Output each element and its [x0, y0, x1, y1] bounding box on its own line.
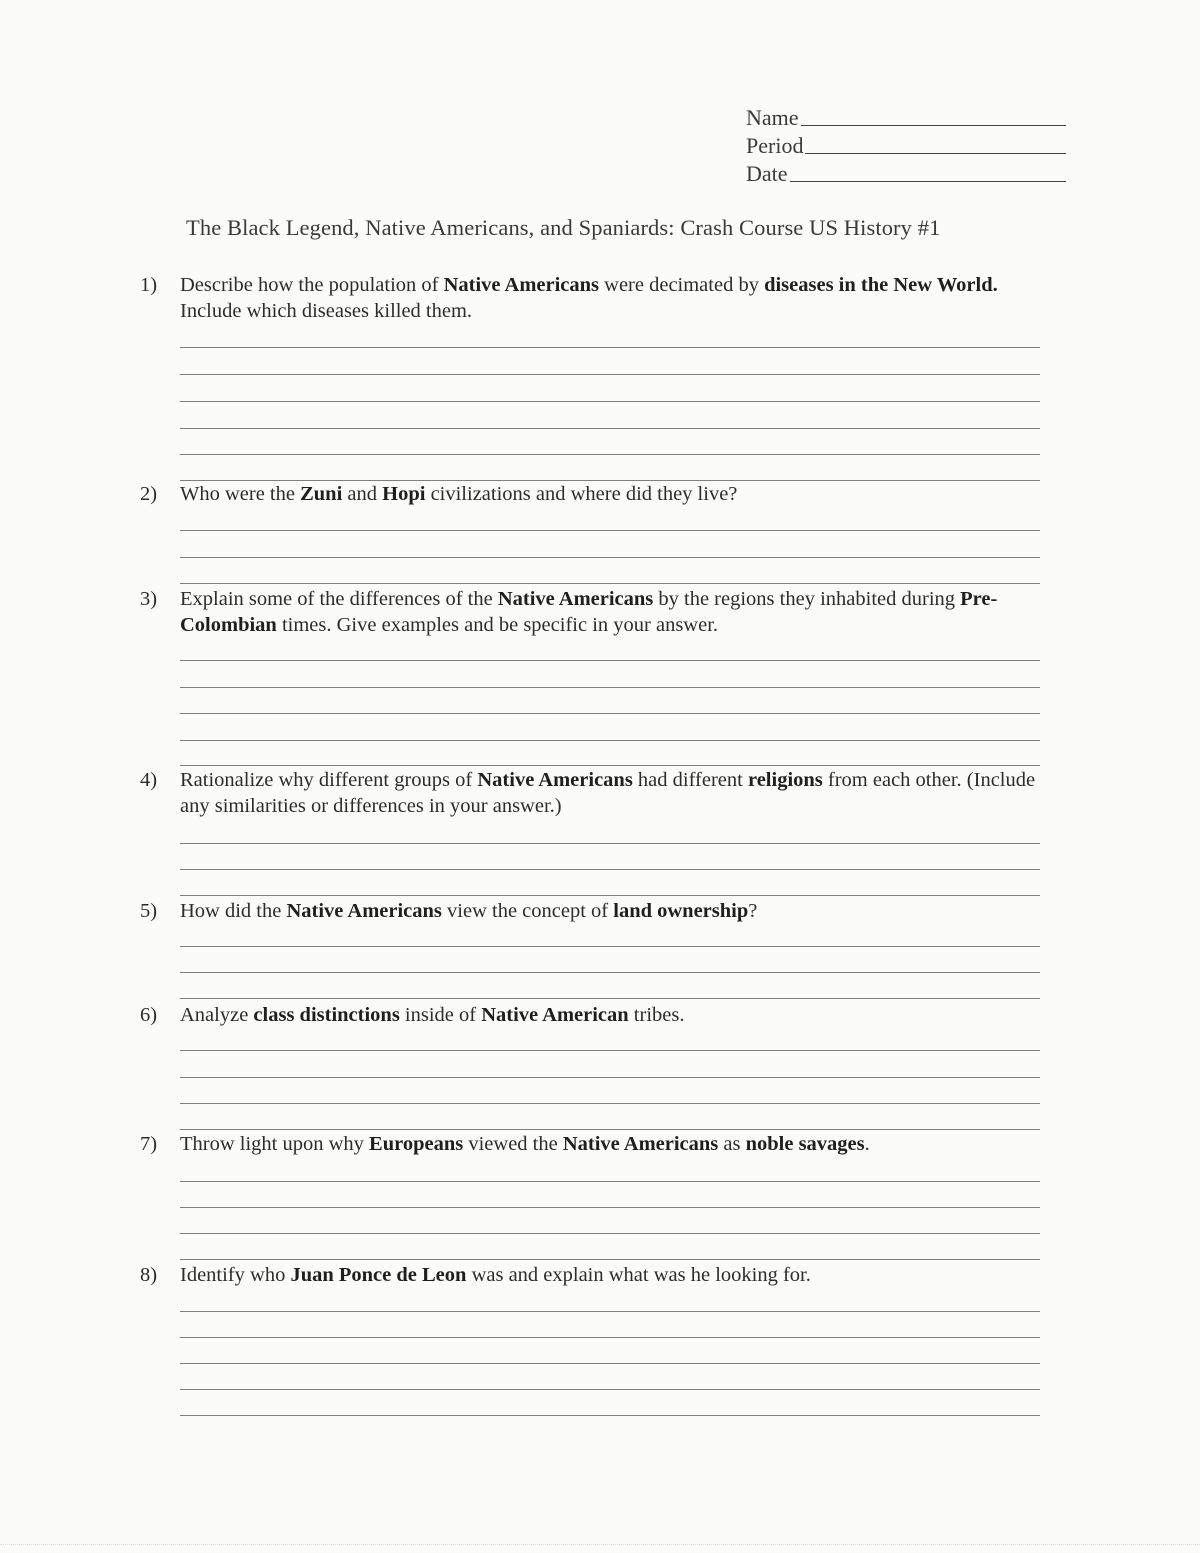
- answer-line[interactable]: [180, 998, 1040, 999]
- date-field[interactable]: [790, 180, 1066, 182]
- bold-term: noble savages: [745, 1133, 865, 1155]
- question-text-run: civilizations and where did they live?: [425, 483, 738, 505]
- question-text-run: viewed the: [463, 1133, 563, 1155]
- question-text-run: How did the: [180, 900, 287, 922]
- period-row: [746, 131, 1066, 159]
- question-text-run: was and explain what was he looking for.: [466, 1264, 811, 1286]
- answer-line[interactable]: [180, 713, 1040, 714]
- answer-line[interactable]: [180, 454, 1040, 455]
- question-text-run: Throw light upon why: [180, 1133, 370, 1155]
- question-text-run: ?: [748, 900, 758, 922]
- question-text: [180, 767, 1045, 819]
- question-text-run: tribes.: [628, 1004, 685, 1026]
- answer-line[interactable]: [180, 660, 1040, 661]
- bold-term: class distinctions: [253, 1004, 400, 1026]
- question-text-run: .: [864, 1133, 870, 1155]
- answer-line[interactable]: [180, 1129, 1040, 1130]
- question-text-run: Describe how the population of: [180, 274, 444, 296]
- question-number: 5): [140, 900, 158, 922]
- scan-edge: [0, 1544, 1200, 1545]
- bold-term: Europeans: [369, 1133, 464, 1155]
- question-1: [140, 272, 1045, 324]
- question-text-run: by the regions they inhabited during: [653, 588, 961, 610]
- answer-line[interactable]: [180, 428, 1040, 429]
- answer-line[interactable]: [180, 1259, 1040, 1260]
- bold-term: Native American: [481, 1004, 629, 1026]
- question-3: [140, 586, 1045, 638]
- answer-line[interactable]: [180, 869, 1040, 870]
- question-number: 4): [140, 769, 158, 791]
- name-row: [746, 103, 1066, 131]
- question-2: [140, 481, 1045, 507]
- question-number: 8): [140, 1264, 158, 1286]
- answer-line[interactable]: [180, 843, 1040, 844]
- bold-term: Native Americans: [497, 588, 654, 610]
- date-row: [746, 159, 1066, 187]
- answer-line[interactable]: [180, 1311, 1040, 1312]
- question-text-run: Analyze: [180, 1004, 254, 1026]
- bold-term: diseases in the New World.: [764, 274, 998, 296]
- question-number: 3): [140, 588, 158, 610]
- period-field[interactable]: [805, 152, 1066, 154]
- question-6: [140, 1002, 1045, 1028]
- period-label: Period: [746, 133, 804, 158]
- question-text-run: from each other. (Include any similarities or differences in your answer.): [180, 769, 1036, 817]
- question-number: 7): [140, 1133, 158, 1155]
- question-text: [180, 1002, 1045, 1028]
- question-text-run: view the concept of: [441, 900, 614, 922]
- answer-line[interactable]: [180, 1050, 1040, 1051]
- answer-line[interactable]: [180, 687, 1040, 688]
- question-text-run: Identify who: [180, 1264, 291, 1286]
- worksheet-title: The Black Legend, Native Americans, and Spaniards: Crash Course US History #1: [186, 215, 941, 240]
- question-number: 1): [140, 274, 158, 296]
- question-8: [140, 1262, 1045, 1288]
- question-text-run: times. Give examples and be specific in your answer.: [276, 614, 719, 636]
- question-number: 6): [140, 1004, 158, 1026]
- question-text-run: Who were the: [180, 483, 301, 505]
- bold-term: religions: [747, 769, 823, 791]
- date-label: Date: [746, 161, 788, 186]
- answer-line[interactable]: [180, 765, 1040, 766]
- question-text: [180, 481, 1045, 507]
- answer-line[interactable]: [180, 347, 1040, 348]
- question-text-run: were decimated by: [599, 274, 765, 296]
- bold-term: Native Americans: [286, 900, 442, 922]
- bold-term: Pre-Colombian: [180, 588, 998, 636]
- question-text-run: Explain some of the differences of the: [180, 588, 498, 610]
- question-text: [180, 1131, 1045, 1157]
- question-5: [140, 898, 1045, 924]
- answer-line[interactable]: [180, 1181, 1040, 1182]
- name-label: Name: [746, 105, 799, 130]
- answer-line[interactable]: [180, 946, 1040, 947]
- name-field[interactable]: [801, 124, 1066, 126]
- answer-line[interactable]: [180, 583, 1040, 584]
- question-number: 2): [140, 483, 158, 505]
- question-text-run: had different: [632, 769, 748, 791]
- answer-line[interactable]: [180, 1389, 1040, 1390]
- answer-line[interactable]: [180, 1363, 1040, 1364]
- bold-term: Native Americans: [562, 1133, 719, 1155]
- question-text-run: Rationalize why different groups of: [180, 769, 478, 791]
- answer-line[interactable]: [180, 557, 1040, 558]
- answer-line[interactable]: [180, 1103, 1040, 1104]
- question-text-run: inside of: [399, 1004, 482, 1026]
- question-4: [140, 767, 1045, 819]
- student-info-fields: [746, 103, 1066, 187]
- answer-line[interactable]: [180, 1077, 1040, 1078]
- answer-line[interactable]: [180, 1207, 1040, 1208]
- answer-line[interactable]: [180, 1233, 1040, 1234]
- answer-line[interactable]: [180, 530, 1040, 531]
- bold-term: Juan Ponce de Leon: [290, 1264, 467, 1286]
- answer-line[interactable]: [180, 374, 1040, 375]
- question-7: [140, 1131, 1045, 1157]
- question-text-run: as: [718, 1133, 746, 1155]
- question-text: [180, 586, 1045, 638]
- question-text-run: Include which diseases killed them.: [180, 300, 473, 322]
- bold-term: Hopi: [382, 483, 426, 505]
- bold-term: land ownership: [613, 900, 749, 922]
- bold-term: Native Americans: [477, 769, 633, 791]
- answer-line[interactable]: [180, 401, 1040, 402]
- question-text-run: and: [342, 483, 383, 505]
- answer-line[interactable]: [180, 1415, 1040, 1416]
- question-text: [180, 1262, 1045, 1288]
- answer-line[interactable]: [180, 895, 1040, 896]
- answer-line[interactable]: [180, 740, 1040, 741]
- question-text: [180, 272, 1045, 324]
- bold-term: Zuni: [300, 483, 343, 505]
- bold-term: Native Americans: [443, 274, 600, 296]
- answer-line[interactable]: [180, 1337, 1040, 1338]
- question-text: [180, 898, 1045, 924]
- answer-line[interactable]: [180, 972, 1040, 973]
